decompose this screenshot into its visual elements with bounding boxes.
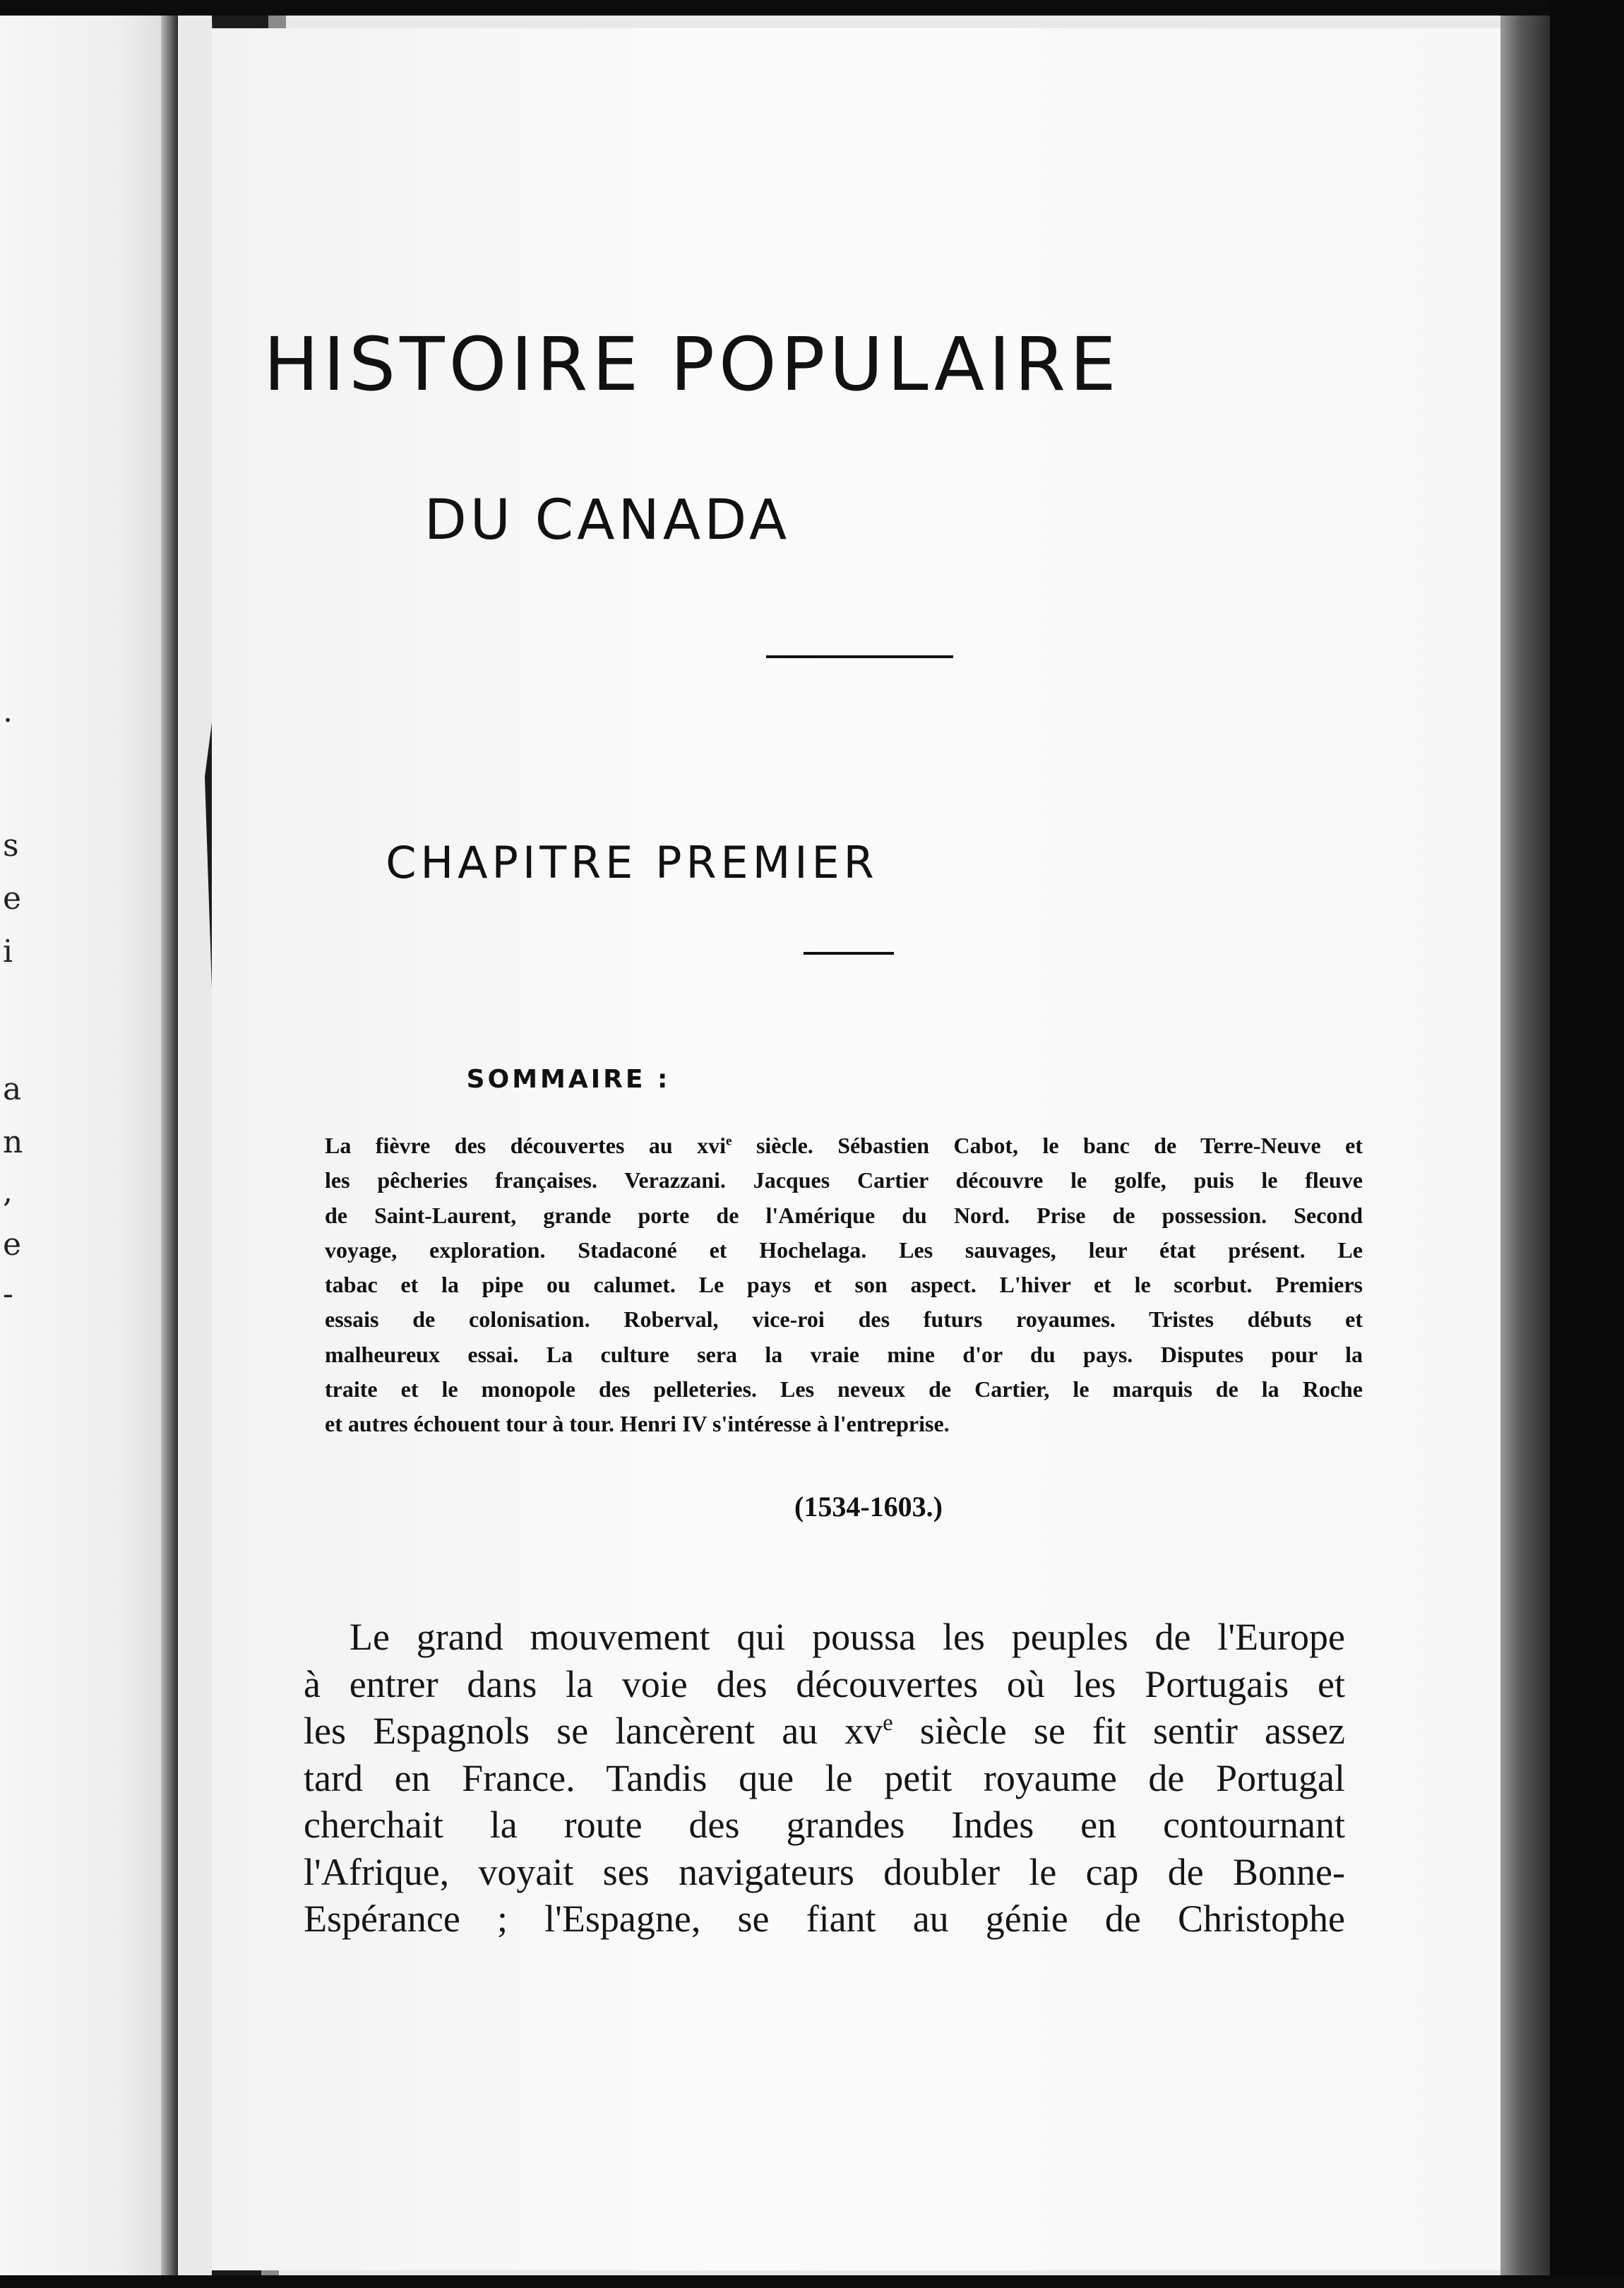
body-line: Le grand mouvement qui poussa les peuples de l'Europe xyxy=(350,1616,1345,1658)
summary-line: La fièvre des découvertes au xvi$^e$ siècle. Sébastien Cabot, le banc de Terre-Neuve et xyxy=(325,1133,1363,1158)
left-page-fragment: i xyxy=(3,934,13,970)
chapter-divider xyxy=(804,952,894,955)
body-line: Espérance ; l'Espagne, se fiant au génie de Christophe xyxy=(304,1897,1345,1940)
left-page-fragment: s xyxy=(3,828,19,864)
summary-line: essais de colonisation. Roberval, vice-roi des futurs royaumes. Tristes débuts et xyxy=(325,1306,1363,1333)
summary-line: malheureux essai. La culture sera la vraie mine d'or du pays. Disputes pour la xyxy=(325,1341,1363,1367)
scan-frame-right xyxy=(1550,0,1624,2288)
body-line: tard en France. Tandis que le petit royaume de Portugal xyxy=(304,1756,1345,1799)
body-line: l'Afrique, voyait ses navigateurs doubler le cap de Bonne- xyxy=(304,1850,1345,1893)
chapter-heading: CHAPITRE PREMIER xyxy=(386,837,878,888)
summary-block xyxy=(325,1128,1363,1442)
scan-frame-bottom xyxy=(0,2275,1624,2288)
body-line: les Espagnols se lancèrent au $xv^e$ siècle se fit sentir assez xyxy=(304,1710,1345,1752)
body-paragraph xyxy=(304,1614,1345,1943)
left-page-fragment: e xyxy=(3,1227,22,1263)
left-page-fragment: . xyxy=(3,693,13,729)
left-page-fragment: - xyxy=(3,1276,13,1312)
right-page-edge xyxy=(1500,16,1550,2275)
summary-line: voyage, exploration. Stadaconé et Hochelaga. Les sauvages, leur état présent. Le xyxy=(325,1237,1363,1263)
left-page-fragment: e xyxy=(3,881,22,917)
body-line: cherchait la route des grandes Indes en contournant xyxy=(304,1804,1345,1846)
body-line: à entrer dans la voie des découvertes où les Portugais et xyxy=(304,1662,1345,1705)
left-page-fragment: , xyxy=(3,1174,13,1210)
left-page-fragment: a xyxy=(3,1071,22,1107)
summary-line: de Saint-Laurent, grande porte de l'Amérique du Nord. Prise de possession. Second xyxy=(325,1202,1363,1228)
summary-heading: SOMMAIRE : xyxy=(466,1065,671,1094)
summary-line: tabac et la pipe ou calumet. Le pays et son aspect. L'hiver et le scorbut. Premiers xyxy=(325,1272,1363,1298)
summary-line: et autres échouent tour à tour. Henri IV s'intéresse à l'entreprise. xyxy=(325,1411,950,1437)
left-page-fragment: n xyxy=(3,1124,23,1160)
book-title: HISTOIRE POPULAIRE xyxy=(263,321,1121,407)
book-subtitle: DU CANADA xyxy=(424,489,791,552)
summary-line: les pêcheries françaises. Verazzani. Jacques Cartier découvre le golfe, puis le fleuve xyxy=(325,1167,1363,1193)
summary-line: traite et le monopole des pelleteries. Les neveux de Cartier, le marquis de la Roche xyxy=(325,1376,1363,1402)
date-range: (1534-1603.) xyxy=(794,1491,943,1523)
title-divider xyxy=(766,655,953,658)
